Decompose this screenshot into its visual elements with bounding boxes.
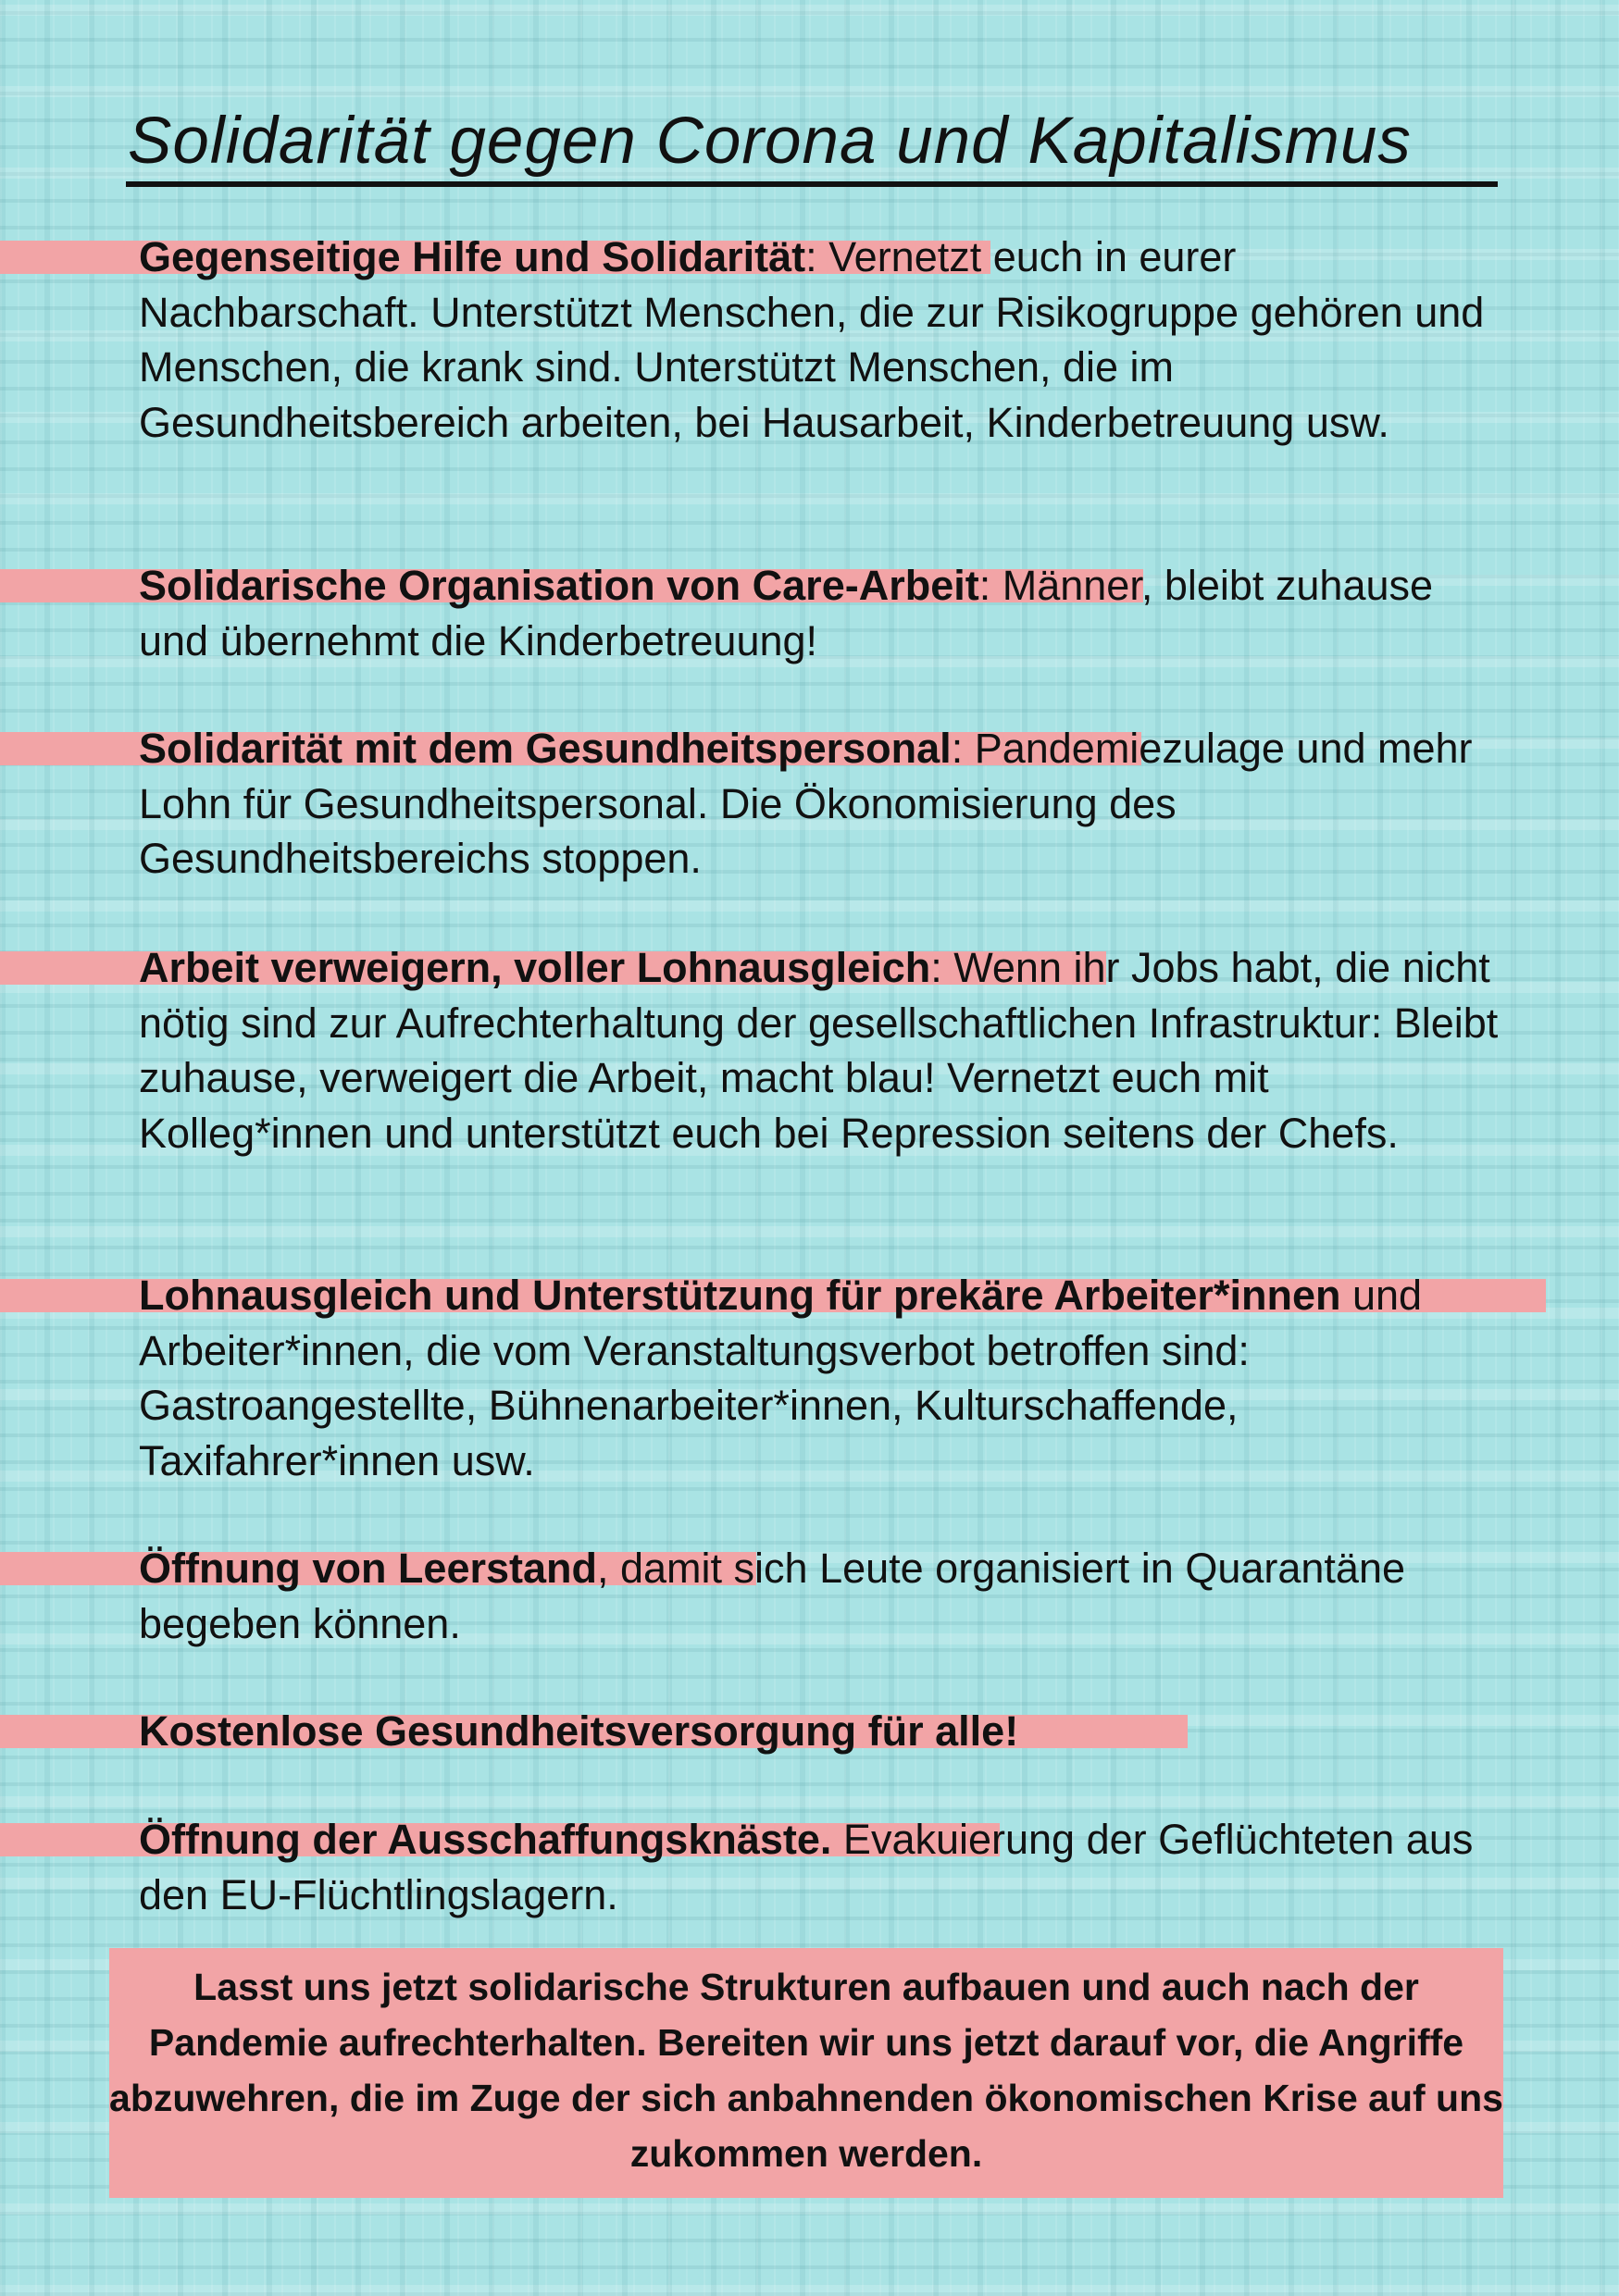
section-body: : Männer, bleibt zuhause und übernehmt die Kinderbetreuung! <box>139 562 1434 664</box>
section-text <box>139 1812 1500 1922</box>
section-text <box>139 1704 1500 1759</box>
section-vacancy <box>139 1541 1500 1651</box>
title-underline <box>126 181 1498 187</box>
section-healthcare <box>139 1704 1500 1759</box>
section-body: , damit sich Leute organisiert in Quarantäne begeben können. <box>139 1545 1405 1647</box>
section-lead: Solidarische Organisation von Care-Arbeit <box>139 562 979 609</box>
section-precarious-workers <box>139 1268 1500 1488</box>
section-detention <box>139 1812 1500 1922</box>
section-body: Evakuierung der Geflüchteten aus den EU-Flüchtlingslagern. <box>139 1816 1474 1918</box>
section-body: : Vernetzt euch in eurer Nachbarschaft. Unterstützt Menschen, die zur Risikogruppe gehören und Menschen, die krank sind. Unterstützt Menschen, die im Gesundheitsbereich arbeiten, bei Hausarbeit, Kinderbetreuung usw. <box>139 233 1485 446</box>
section-text <box>139 558 1500 668</box>
section-body: und Arbeiter*innen, die vom Veranstaltungsverbot betroffen sind: Gastroangestellte, Bühnenarbeiter*innen, Kulturschaffende, Taxifahrer*innen usw. <box>139 1272 1423 1484</box>
section-lead: Öffnung von Leerstand <box>139 1545 597 1592</box>
section-lead: Kostenlose Gesundheitsversorgung für alle! <box>139 1707 1019 1755</box>
callout-box <box>109 1948 1503 2198</box>
section-text <box>139 230 1500 450</box>
section-text <box>139 940 1500 1160</box>
section-lead: Solidarität mit dem Gesundheitspersonal <box>139 725 952 772</box>
section-lead: Öffnung der Ausschaffungsknäste. <box>139 1816 832 1863</box>
section-care-work <box>139 558 1500 668</box>
page-title: Solidarität gegen Corona und Kapitalismus <box>128 105 1412 178</box>
section-lead: Gegenseitige Hilfe und Solidarität <box>139 233 806 280</box>
section-lead: Arbeit verweigern, voller Lohnausgleich <box>139 944 931 991</box>
section-body: : Wenn ihr Jobs habt, die nicht nötig sind zur Aufrechterhaltung der gesellschaftlichen Infrastruktur: Bleibt zuhause, verweigert die Arbeit, macht blau! Vernetzt euch mit Kolleg*innen und unterstützt euch bei Repression seitens der Chefs. <box>139 944 1499 1157</box>
section-refuse-work <box>139 940 1500 1160</box>
section-health-staff <box>139 721 1500 887</box>
section-text <box>139 1268 1500 1488</box>
section-body: : Pandemiezulage und mehr Lohn für Gesundheitspersonal. Die Ökonomisierung des Gesundheitsbereichs stoppen. <box>139 725 1473 882</box>
section-text <box>139 721 1500 887</box>
section-mutual-aid <box>139 230 1500 450</box>
section-text <box>139 1541 1500 1651</box>
callout-text: Lasst uns jetzt solidarische Strukturen aufbauen und auch nach der Pandemie aufrechterhalten. Bereiten wir uns jetzt darauf vor, die Angriffe abzuwehren, die im Zuge der sich anbahnenden ökonomischen Krise auf uns zukommen werden. <box>109 1966 1503 2175</box>
section-lead: Lohnausgleich und Unterstützung für prekäre Arbeiter*innen <box>139 1272 1341 1319</box>
